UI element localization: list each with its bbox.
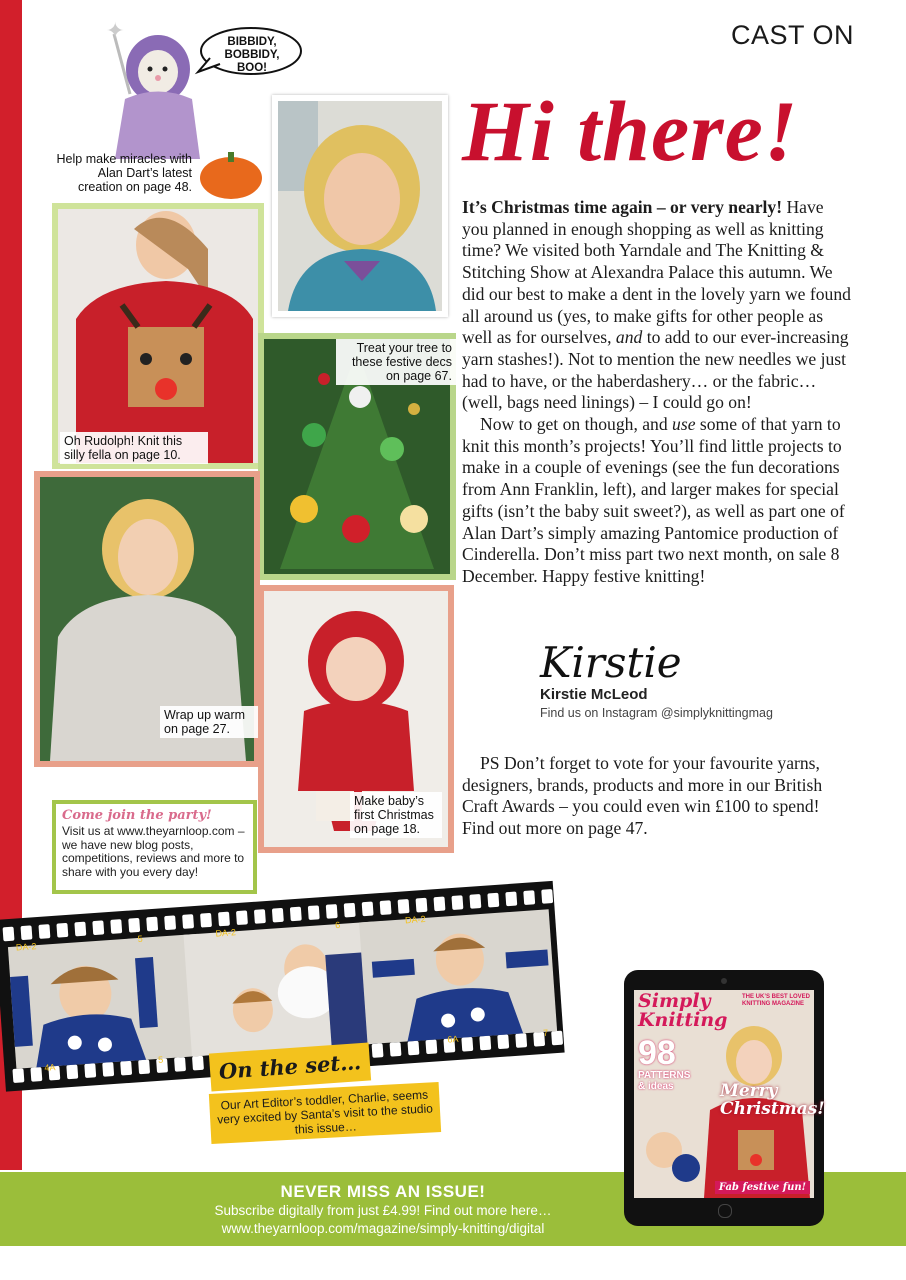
party-text: Visit us at www.theyarnloop.com – we have new blog posts, competitions, reviews and more to share with you every day! [62,824,245,879]
editor-photo [272,95,448,317]
tablet-home-button[interactable] [718,1204,732,1218]
footer-url-link[interactable]: www.theyarnloop.com/magazine/simply-knitting/digital [221,1221,545,1236]
cover-fab: Fab festive fun! [715,1181,810,1194]
cover-merry: Merry Christmas! [720,1081,825,1119]
letter-paragraph-1 [462,197,854,414]
letter-p1-a: Have you planned in enough shopping as well as knitting time? We visited both Yarndale and The Knitting & Stitching Show at Alexandra Palace this autumn. We did our best to make a dent in the lovely yarn we found all around us (yes, to make gifts for other people as well as for ourselves, [462,197,851,348]
instagram-link[interactable]: Find us on Instagram @simplyknittingmag [540,706,773,720]
tablet-device [624,970,824,1226]
page-title: Hi there! [462,83,799,179]
film-mark-4: 6 [334,919,341,931]
cover-brand: Simply Knitting [638,990,728,1031]
party-box [52,800,257,894]
signature-name: Kirstie McLeod [540,686,648,703]
cover-patterns: PATTERNS & ideas [638,1070,691,1092]
letter-p2-em: use [672,414,696,435]
wrap-caption: Wrap up warm on page 27. [160,706,258,738]
speech-bubble-text: BIBBIDY, BOBBIDY, BOO! [224,36,280,74]
signature-script: Kirstie [540,638,682,687]
on-the-set-banner: On the set… [209,1042,371,1091]
film-mark-7: 5 [157,1054,164,1065]
film-mark-5: DA-2 [404,913,426,926]
letter-lead: It’s Christmas time again – or very nearly! [462,197,783,217]
film-mark-8: 6A [447,1033,459,1045]
editor-letter [462,197,854,588]
svg-text:✦: ✦ [106,18,125,43]
film-mark-9: 7 [542,1027,549,1038]
ps-paragraph: PS Don’t forget to vote for your favourite yarns, designers, brands, products and more in our British Craft Awards – you could even win £100 to spend! Find out more on page 47. [462,753,823,839]
film-mark-1: DA-2 [15,941,37,953]
letter-p2-b: some of that yarn to knit this month’s projects! You’ll find little projects to make in a couple of evenings (see the fun decorations from Ann Franklin, left), and larger makes for special gifts (isn’t the baby suit sweet?), as well as part one of Alan Dart’s simply amazing Pantomice production of Cinderella. Don’t miss part two next month, on sale 8 December. Happy festive knitting! [462,414,845,586]
footer-subscribe-line: Subscribe digitally from just £4.99! Find out more here… [214,1203,552,1218]
magazine-cover[interactable] [634,990,825,1198]
film-mark-2: 5 [137,933,144,945]
speech-bubble [196,26,302,78]
rudolph-photo [52,203,264,469]
letter-p2-a: Now to get on though, and [480,414,673,435]
film-frame-2 [183,919,381,1057]
tablet-camera-icon [721,978,727,984]
cover-number: 98 [638,1034,676,1072]
on-the-set-caption: Our Art Editor’s toddler, Charlie, seems very excited by Santa’s visit to the studio this issue… [209,1082,441,1144]
tree-caption: Treat your tree to these festive decs on page 67. [336,339,456,385]
party-heading: Come join the party! [62,808,212,823]
footer-heading: NEVER MISS AN ISSUE! [280,1182,486,1201]
letter-paragraph-2 [462,414,854,588]
mouse-caption: Help make miracles with Alan Dart’s latest creation on page 48. [56,152,192,194]
film-mark-6: 4A [44,1062,56,1073]
pumpkin-icon [198,148,264,200]
baby-caption: Make baby’s first Christmas on page 18. [350,792,442,838]
cover-tagline: THE UK’S BEST LOVED KNITTING MAGAZINE [742,994,811,1007]
film-frame-3 [359,909,557,1044]
section-label: CAST ON [730,20,854,50]
letter-p1-b: to add to our ever-increasing yarn stashes!). Not to mention the new needles we just had to have, or the haberdashery… or the fabric… (well, bags need linings) – I could go on! [462,327,849,413]
letter-p1-em: and [615,327,643,348]
film-mark-3: DA-2 [215,927,237,939]
rudolph-caption: Oh Rudolph! Knit this silly fella on page 10. [60,432,208,464]
film-frame-1 [8,934,206,1069]
mouse-figure [100,14,210,159]
